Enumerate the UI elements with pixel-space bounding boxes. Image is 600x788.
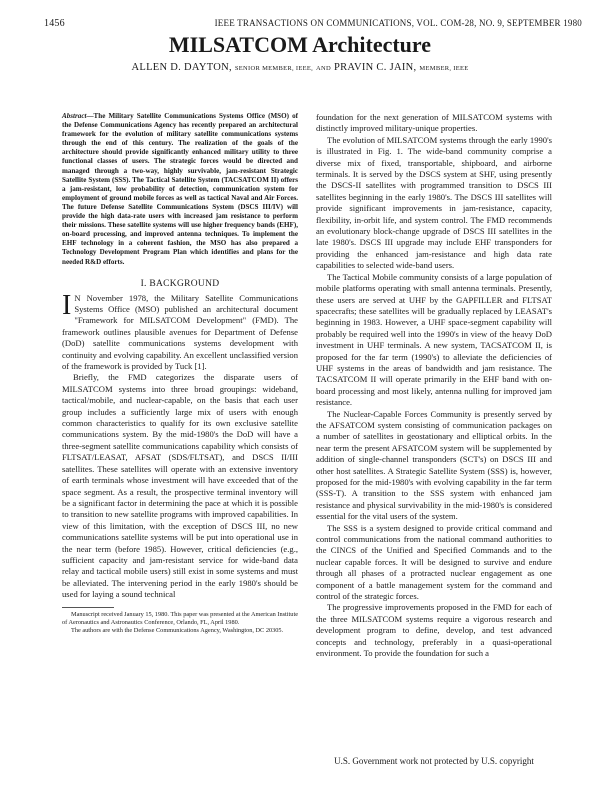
right-paragraph-4: The SSS is a system designed to provide critical command and control communications from the national command authorities to the CINCS of the Unified and Specified Commands and to the nuclear capable forces. It will be designed to survive and endure through all phases of a protracted nuclear engagement as one component of a battle management system for the command and control of the strategic forces.	[316, 522, 552, 602]
left-column	[62, 112, 298, 635]
author-2-role: MEMBER, IEEE	[419, 65, 469, 72]
paper-title: MILSATCOM Architecture	[168, 32, 432, 57]
right-paragraph-5: The progressive improvements proposed in the FMD for each of the three MILSATCOM systems require a vigorous research and development program to define, develop, and test advanced concepts and technology, preferably in a quasi-operational environment. To provide the foundation for such a	[316, 602, 552, 659]
footnote	[62, 611, 298, 635]
right-paragraph-1: The evolution of MILSATCOM systems through the early 1990's is illustrated in Fig. 1. The wide-band community comprise a diverse mix of fixed, transportable, shipboard, and airborne terminals. It is served by the DSCS system at SHF, using presently the DSCS-II satellites with programmed transition to DSCS III satellites beginning in the early 1980's. The DSCS III satellites will provide significant improvements in jam-resistance, capacity, flexibility, in-orbit life, and system control. The FMD recommends an evolutionary block-change upgrade of DSCS III satellites in the late 1980's. DSCS III upgrade may include EHF transponders for providing the enhanced jam-resistance and high data rate capabilities to selected wide-band users.	[316, 134, 552, 271]
footnote-affiliation: The authors are with the Defense Communications Agency, Washington, DC 20305.	[71, 626, 284, 634]
right-column-body	[316, 112, 552, 660]
background-paragraph-2: Briefly, the FMD categorizes the disparate users of MILSATCOM systems into three broad groupings: wideband, tactical/mobile, and nuclear-capable, on the basis that each user group includes a sufficiently large mix of users with enough common characteristics to qualify for its own exclusive satellite communications system. By the mid-1980's the DoD will have a three-segment satellite communications capability which consists of FLTSAT/LEASAT, AFSAT (SDS/FLTSAT), and DSCS II/III satellites. These satellites will operate with an extensive inventory of earth terminals whose investment will have exceeded that of the space segment. As a result, the prospective terminal inventory will be a significant factor in determining the pace at which it is possible to transition to new satellite programs with improved capabilities. In view of this limitation, with the exception of DSCS III, no new communications satellite systems will be put into operational use in the near term (before 1985). However, critical deficiencies (e.g., sufficient capacity and jam-resistant service for wide-band data relay and tactical mobile users) still exist in some systems and must be alleviated. The intervening period in the early 1980's should be used for laying a sound technical	[62, 372, 298, 600]
running-header	[44, 18, 582, 32]
author-2-name: PRAVIN C. JAIN,	[333, 62, 417, 73]
abstract-label: Abstract	[62, 112, 87, 120]
author-conjunction: AND	[316, 65, 332, 72]
background-paragraph-1	[62, 289, 298, 373]
abstract	[62, 112, 298, 267]
section-heading-background: I. BACKGROUND	[140, 278, 220, 289]
abstract-text: —The Military Satellite Communications Systems Office (MSO) of the Defense Communications Agency has recently prepared an architectural framework for the evolution of military satellite communications systems through the end of this century. The realization of the goals of the architecture should provide significantly enhanced military utility to three functional classes of users. The strategic forces would be directed and managed through a two-way, highly survivable, jam-resistant Strategic Satellite System (SSS). The Tactical Satellite System (TACSATCOM II) offers a jam-resistant, low probability of detection, communication system for employment of ground mobile forces as well as tactical Naval and Air Forces. The future Defense Satellite Communications System (DSCS III/IV) will provide the high data-rate users with increased jam resistance to perform their missions. These satellite systems will use higher frequency bands (EHF), on-board processing, and improved antenna techniques. To implement the EHF technology in a coherent fashion, the MSO has also prepared a Technology Development Program Plan which identifies and plans for the needed R&D efforts.	[62, 112, 298, 266]
journal-info: IEEE TRANSACTIONS ON COMMUNICATIONS, VOL. COM-28, NO. 9, SEPTEMBER 1980	[214, 18, 582, 28]
footnote-manuscript: Manuscript received January 15, 1980. This paper was presented at the American Institute of Aeronautics and Astronautics Conference, Orlando, FL, April 1980.	[62, 610, 298, 626]
author-1-role: SENIOR MEMBER, IEEE,	[234, 65, 314, 72]
right-paragraph-3: The Nuclear-Capable Forces Community is presently served by the AFSATCOM system consisting of communication packages on a number of satellites in geostationary and elliptical orbits. In the near term the present AFSATCOM system will be supplemented by addition of single-channel transponders (SCT's) on DSCS III and other host satellites. A Strategic Satellite System (SSS) is, however, proposed for the mid-1980's with evolving capability in the far term (SSS-T). A transition to the SSS system with enhanced jam resistance and physical survivability in the mid-1980's is considered essential for the vital users of the system.	[316, 408, 552, 522]
right-column	[316, 112, 552, 660]
page-number: 1456	[44, 18, 65, 29]
author-line	[0, 62, 600, 73]
drop-cap: I	[62, 289, 72, 321]
right-paragraph-0: foundation for the next generation of MILSATCOM systems with distinctly improved military-unique properties.	[316, 112, 552, 134]
author-1-name: ALLEN D. DAYTON,	[131, 62, 232, 73]
section-background-body	[62, 289, 298, 601]
footnote-rule	[62, 607, 114, 608]
background-paragraph-1-text: N November 1978, the Military Satellite Communications Systems Office (MSO) published an architectural document "Framework for MILSATCOM Development" (FMD). The framework outlines plausible avenues for Department of Defense (DoD) satellite communications systems development with continuity and evolving capability. An excellent unclassified version of the framework is provided by Tuck [1].	[62, 292, 298, 372]
copyright-note: U.S. Government work not protected by U.S. copyright	[334, 756, 534, 766]
right-paragraph-2: The Tactical Mobile community consists of a large population of mobile platforms operating with small antenna terminals. Presently, these users are served at UHF by the GAPFILLER and FLTSAT spacecrafts; these satellites will be gradually replaced by LEASAT's beginning in 1983. However, a UHF space-segment capability will probably be required well into the 1990's in view of the heavy DoD investment in UHF terminals. A new system, TACSATCOM II, is proposed for the far term (1990's) to alleviate the deficiencies of UHF systems in the areas of bandwidth and jam resistance. The TACSATCOM II will operate primarily in the EHF band with on-board processing and most likely, antenna nulling for improved jam resistance.	[316, 271, 552, 408]
